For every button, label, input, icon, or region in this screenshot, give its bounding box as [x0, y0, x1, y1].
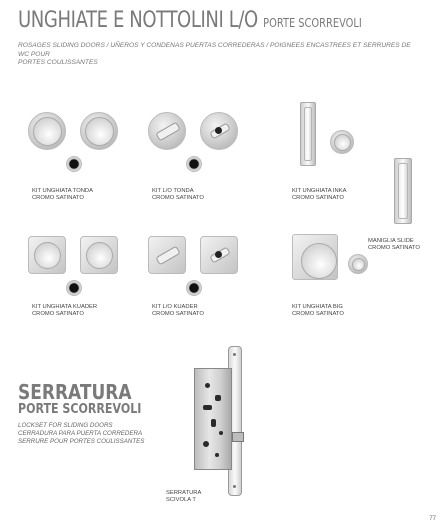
product-kit-unghiata-big — [290, 234, 390, 324]
product-caption: KIT UNGHIATA INKA CROMO SATINATO — [292, 187, 347, 201]
square-turn-rose — [148, 236, 186, 274]
lock-desc-line: LOCKSET FOR SLIDING DOORS — [18, 422, 113, 429]
product-caption: KIT UNGHIATA TONDA CROMO SATINATO — [32, 187, 93, 201]
round-keyhole — [66, 156, 82, 172]
page-title — [18, 8, 362, 33]
lock-section-subtitle: PORTE SCORREVOLI — [18, 402, 142, 417]
product-caption: MANIGLIA SLIDE CROMO SATINATO — [368, 237, 420, 251]
square-keyhole — [186, 280, 202, 296]
product-kit-unghiata-kuader — [28, 236, 128, 336]
lock-section-title: SERRATURA — [18, 380, 132, 404]
big-square-pull — [292, 234, 338, 280]
slide-handle — [394, 158, 412, 224]
lock-latch-bolt — [232, 432, 244, 442]
round-turn-rose — [148, 112, 186, 150]
round-indicator-rose — [200, 112, 238, 150]
subtitle-line-2: PORTES COULISSANTES — [18, 59, 98, 66]
round-rose-right — [80, 112, 118, 150]
page-number: 77 — [429, 516, 436, 522]
round-rose-left — [28, 112, 66, 150]
square-indicator-rose — [200, 236, 238, 274]
inka-slide-handle — [300, 102, 316, 166]
product-kit-lo-kuader — [148, 236, 248, 336]
lock-body — [194, 368, 232, 470]
subtitle-line-1: ROSAGES SLIDING DOORS / UÑEROS Y CONDENAS PUERTAS CORREDERAS / POIGNEES ENCASTREES ET SERRURES DE WC POUR — [18, 42, 411, 58]
big-round-pull — [348, 254, 368, 274]
lock-desc-line: CERRADURA PARA PUERTA CORREDERA — [18, 430, 143, 437]
product-kit-unghiata-inka — [290, 100, 370, 220]
square-rose-left — [28, 236, 66, 274]
product-caption: KIT UNGHIATA BIG CROMO SATINATO — [292, 303, 344, 317]
page-subtitle — [18, 42, 418, 68]
lock-caption: SERRATURA SCIVOLA T — [166, 489, 202, 503]
turn-lever-icon — [155, 122, 180, 142]
product-caption: KIT L/O TONDA CROMO SATINATO — [152, 187, 204, 201]
title-small: PORTE SCORREVOLI — [263, 16, 362, 30]
product-kit-lo-tonda — [148, 112, 248, 212]
square-keyhole — [66, 280, 82, 296]
lock-illustration — [192, 346, 252, 496]
round-keyhole — [186, 156, 202, 172]
product-caption: KIT UNGHIATA KUADER CROMO SATINATO — [32, 303, 98, 317]
turn-lever-icon — [155, 246, 180, 266]
square-rose-right — [80, 236, 118, 274]
title-large: UNGHIATE E NOTTOLINI L/O — [18, 8, 258, 33]
lock-desc-line: SERRURE POUR PORTES COULISSANTES — [18, 438, 145, 445]
product-kit-unghiata-tonda — [28, 112, 128, 212]
product-caption: KIT L/O KUADER CROMO SATINATO — [152, 303, 204, 317]
inka-round-pull — [330, 130, 354, 154]
lock-section-description — [18, 422, 144, 446]
